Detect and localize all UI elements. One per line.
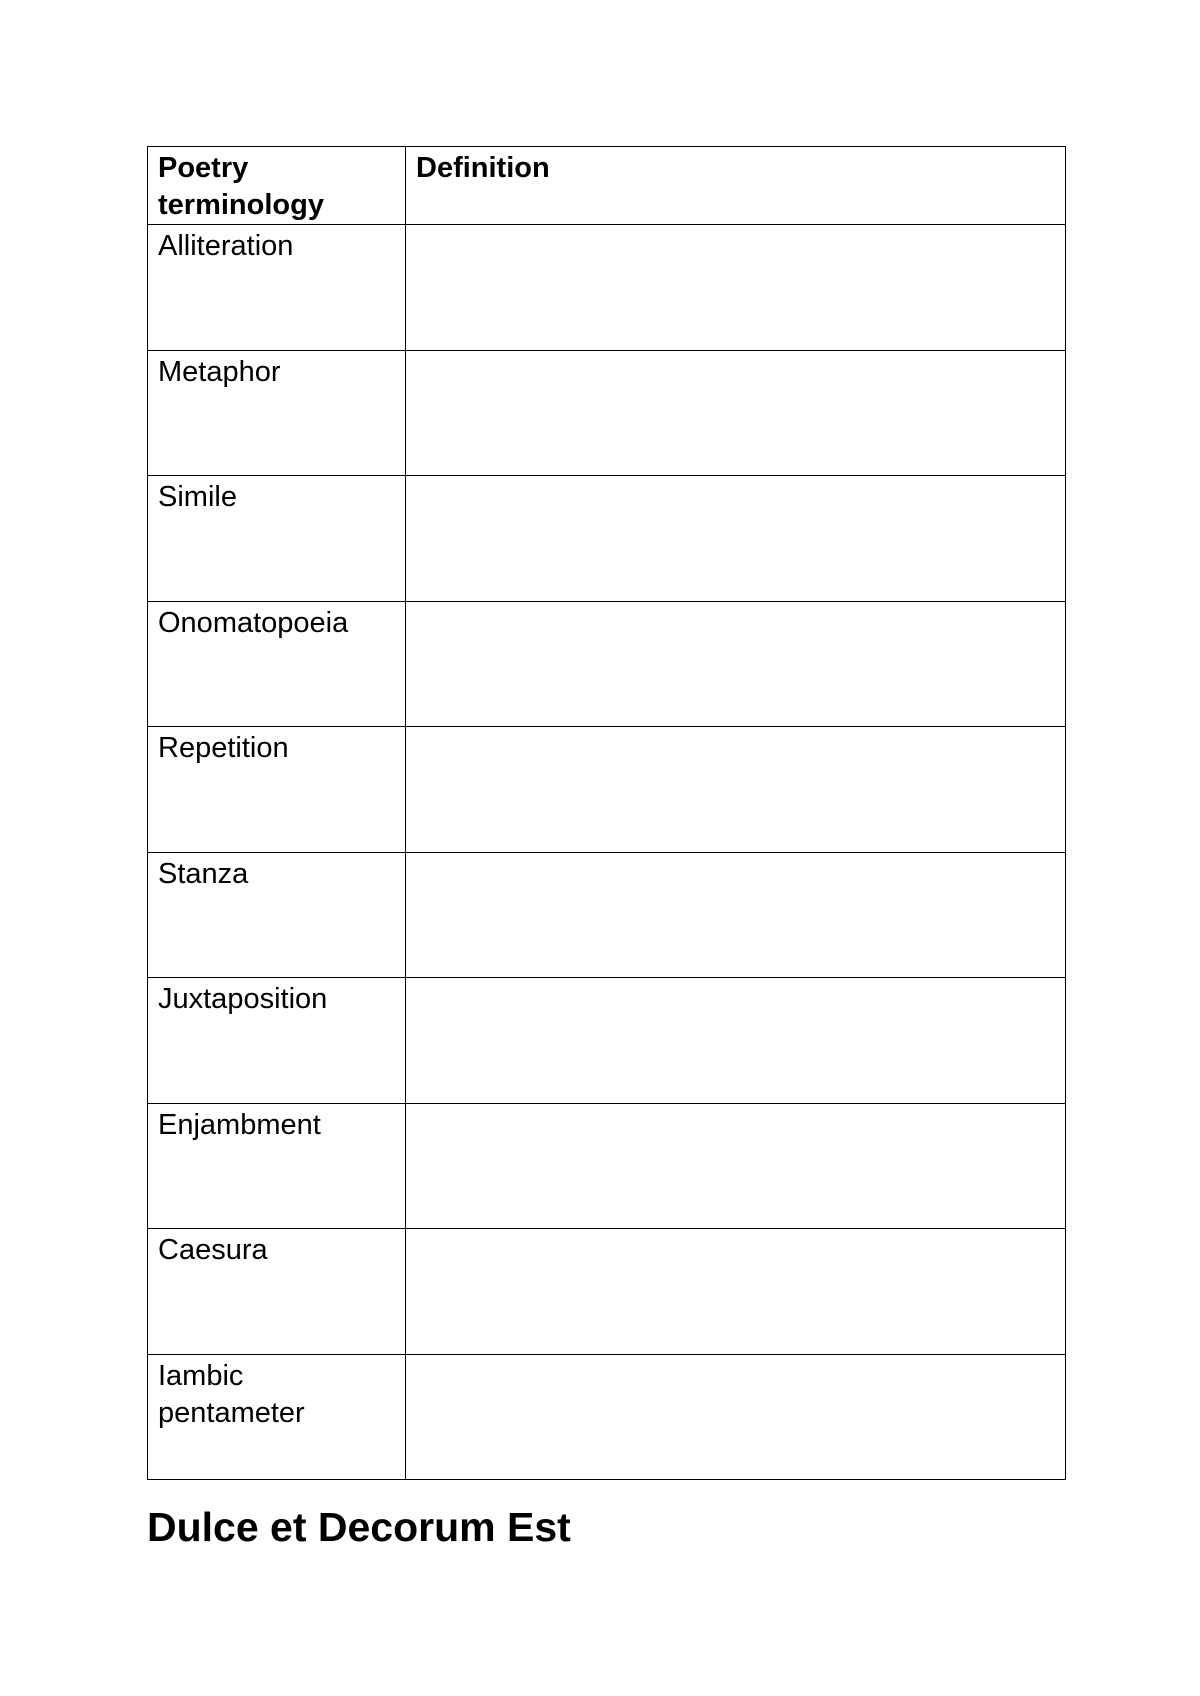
term-cell: Alliteration (148, 225, 406, 351)
definition-cell (406, 852, 1066, 978)
header-definition: Definition (406, 147, 1066, 225)
definition-cell (406, 727, 1066, 853)
term-cell: Onomatopoeia (148, 601, 406, 727)
header-poetry-terminology: Poetry terminology (148, 147, 406, 225)
term-cell: Enjambment (148, 1103, 406, 1229)
term-cell: Stanza (148, 852, 406, 978)
table-row (148, 601, 1066, 727)
definition-cell (406, 1229, 1066, 1355)
definition-cell (406, 1354, 1066, 1480)
definition-cell (406, 225, 1066, 351)
table-row (148, 1354, 1066, 1480)
term-cell: Simile (148, 476, 406, 602)
term-cell: Metaphor (148, 350, 406, 476)
table-row (148, 476, 1066, 602)
definition-cell (406, 476, 1066, 602)
table-row (148, 978, 1066, 1104)
term-cell: Juxtaposition (148, 978, 406, 1104)
table-row (148, 852, 1066, 978)
term-cell: Iambic pentameter (148, 1354, 406, 1480)
definition-cell (406, 978, 1066, 1104)
definition-cell (406, 1103, 1066, 1229)
term-cell: Caesura (148, 1229, 406, 1355)
term-cell: Repetition (148, 727, 406, 853)
definition-cell (406, 601, 1066, 727)
table-row (148, 1103, 1066, 1229)
table-row (148, 727, 1066, 853)
table-header-row (148, 147, 1066, 225)
table-row (148, 350, 1066, 476)
table-row (148, 225, 1066, 351)
definition-cell (406, 350, 1066, 476)
table-row (148, 1229, 1066, 1355)
poetry-terminology-table (147, 146, 1066, 1480)
poem-title: Dulce et Decorum Est (147, 1504, 571, 1550)
